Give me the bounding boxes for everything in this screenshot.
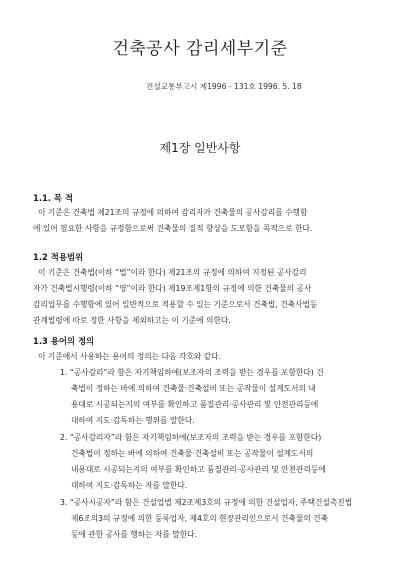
chapter-title: 제1장 일반사항 xyxy=(159,141,241,155)
section-heading-purpose: 1.1. 목 적 xyxy=(33,193,74,203)
section-line: 이 기준은 건축법(이하 “법”이라 한다) 제21조의 규정에 의하여 지정된 공사감리 xyxy=(38,268,307,277)
definition-item-line: 축법이 정하는 바에 의하여 건축물·건축설비 또는 공작물이 설계도서의 내 xyxy=(71,384,316,393)
document-title: 건축공사 감리세부기준 xyxy=(112,39,288,59)
section-line: 자가 건축법시행령(이하 “영”이라 한다) 제19조제1항의 규정에 의한 건축물의 공사 xyxy=(33,284,312,293)
section-line: 이 기준은 건축법 제21조의 규정에 의하여 감리자가 건축물의 공사감리를 수행함 xyxy=(38,208,308,217)
definition-item: 3. “공사시공자”라 함은 건설업법 제2조제3호의 규정에 의한 건설업자, 주택건설촉진법 xyxy=(60,498,353,507)
definition-item-line: 용대로 시공되는지의 여부를 확인하고 품질관리·공사관리 및 안전관리등에 xyxy=(71,400,319,409)
definition-item-line: 제6조의3의 규정에 의한 등록업자, 제4호의 현장관리인으로서 건축물의 건축 xyxy=(71,514,329,523)
definition-item: 1. “공사감리”라 함은 자기책임하에(보조자의 조력을 받는 경우를 포함한다) 건 xyxy=(60,368,324,377)
definition-item-line: 등에 관한 공사를 행하는 자를 말한다. xyxy=(71,530,198,539)
section-line: 에 있어 필요한 사항을 규정함으로써 건축물의 질적 향상을 도모함을 목적으로 한다. xyxy=(33,224,313,233)
section-line: 감리업무를 수행함에 있어 일반적으로 적용할 수 있는 기준으로서 건축법, 건축사법등 xyxy=(33,300,318,309)
section-heading-scope: 1.2 적용범위 xyxy=(33,252,84,262)
section-heading-definitions: 1.3 용어의 정의 xyxy=(33,336,95,346)
definition-item: 2. “공사감리자”라 함은 자기책임하에(보조자의 조력을 받는 경우를 포함한다) xyxy=(60,433,322,442)
notice-reference: 건설교통부고시 제1996 - 131호 1996. 5. 18 xyxy=(146,82,302,91)
section-intro: 이 기준에서 사용하는 용어의 정의는 다음 각호와 같다. xyxy=(38,352,221,361)
section-line: 관계법령에 따로 정한 사항을 제외하고는 이 기준에 의한다. xyxy=(33,316,231,325)
definition-item-line: 건축법이 정하는 바에 의하여 건축물·건축설비 또는 공작물이 설계도서의 xyxy=(71,449,314,458)
definition-item-line: 대하여 지도·감독하는 행위를 말한다. xyxy=(71,416,195,425)
definition-item-line: 대하여 지도·감독하는 자를 말한다. xyxy=(71,481,188,490)
definition-item-line: 내용대로 시공되는지의 여부를 확인하고 품질관리·공사관리 및 안전관리등에 xyxy=(71,465,326,474)
